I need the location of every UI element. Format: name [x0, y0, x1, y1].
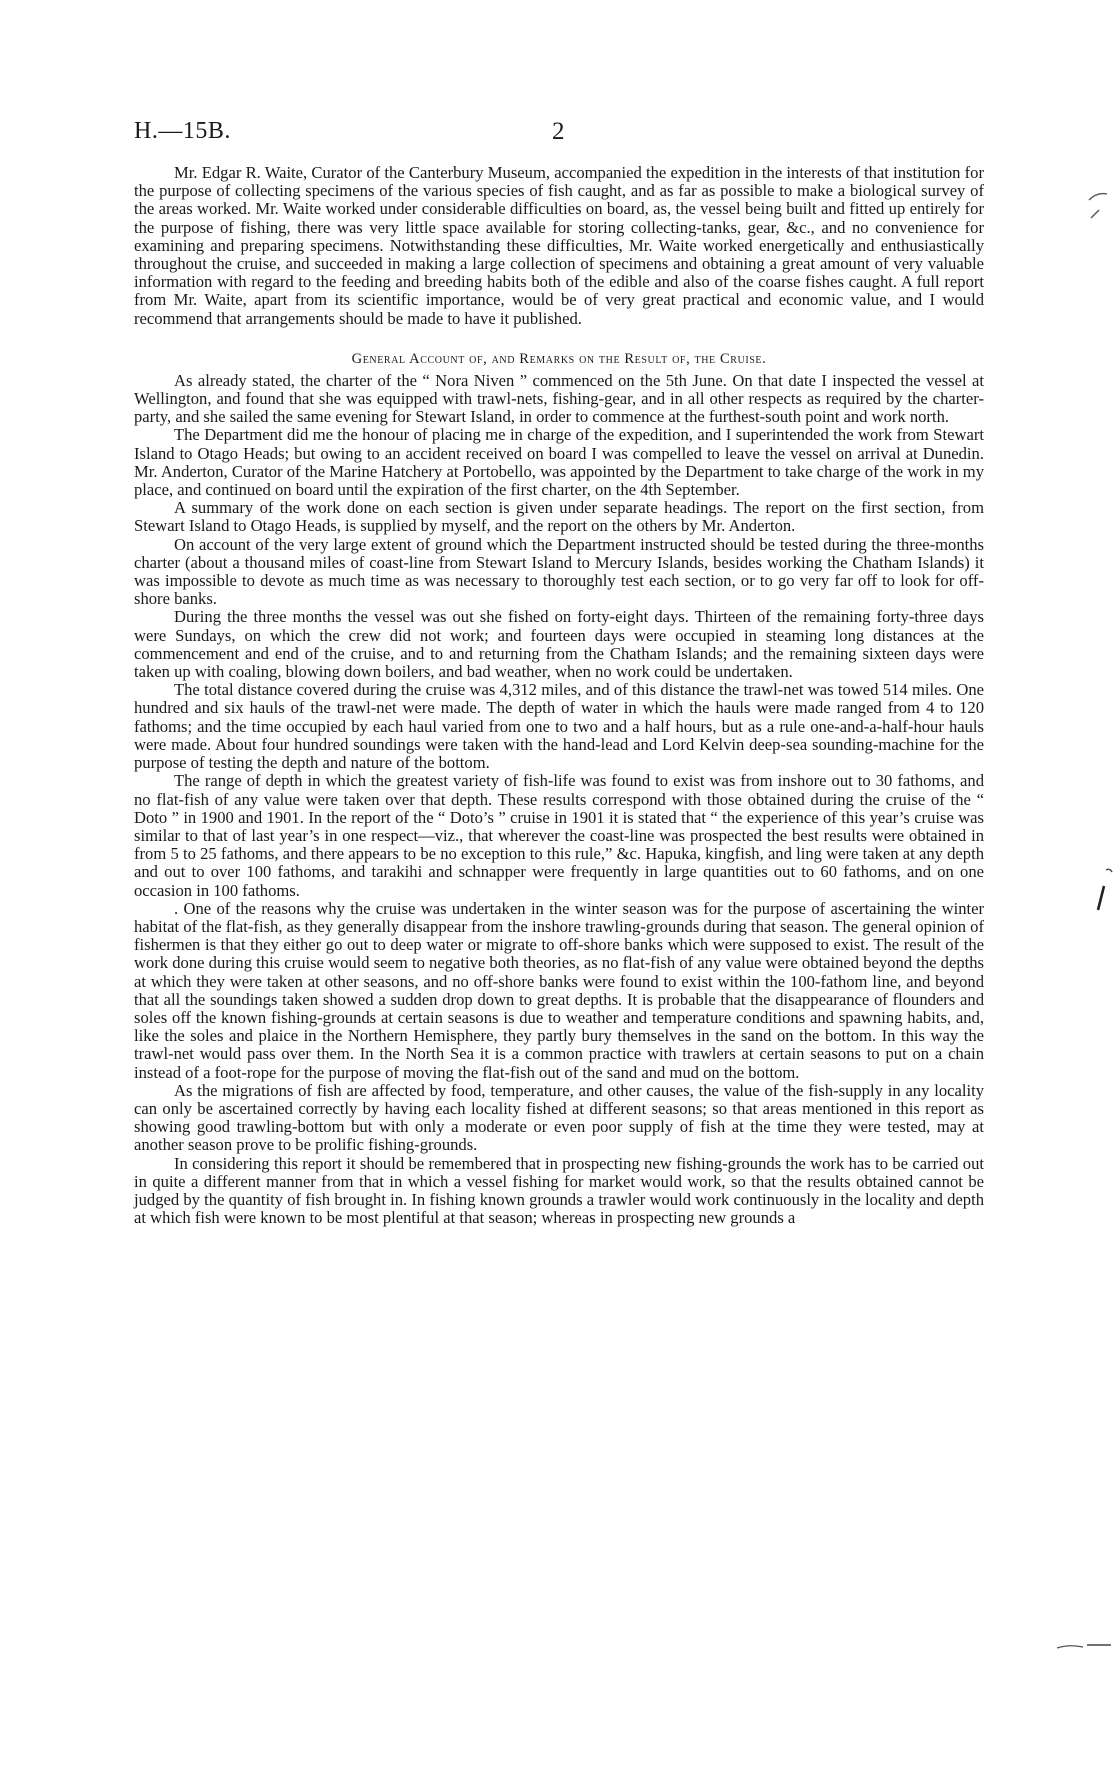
paragraph-waite: Mr. Edgar R. Waite, Curator of the Canterbury Museum, accompanied the expedition in the interests of that institution for the purpose of collecting specimens of the various species of fish caught, and as far as possible to make a biological survey of the areas worked. Mr. Waite worked under considerable difficulties on board, as, the vessel being built and fitted up entirely for the purpose of fishing, there was very little space available for storing collecting-tanks, gear, &c., and no convenience for examining and preparing specimens. Notwithstanding these difficulties, Mr. Waite worked energetically and enthusiastically throughout the cruise, and succeeded in making a large collection of specimens and obtaining a great amount of very valuable information with regard to the feeding and breeding habits both of the edible and also of the coarse fishes caught. A full report from Mr. Waite, apart from its scientific importance, would be of very great practical and economic value, and I would recommend that arrangements should be made to have it published. — [134, 163, 984, 328]
paragraph: The range of depth in which the greatest variety of fish-life was found to exist was from inshore out to 30 fathoms, and no flat-fish of any value were taken over that depth. These results correspond with those obtained during the cruise of the “ Doto ” in 1900 and 1901. In the report of the “ Doto’s ” cruise in 1901 it is stated that “ the experience of this year’s cruise was similar to that of last year’s in one respect—viz., that wherever the coast-line was prospected the best results were obtained in from 5 to 25 fathoms, and there appears to be no exception to this rule,” &c. Hapuka, kingfish, and ling were taken at any depth and out to over 100 fathoms, and tarakihi and schnapper were frequently in large quantities out to 60 fathoms, and on one occasion in 100 fathoms. — [134, 771, 984, 900]
margin-pen-mark — [1055, 1638, 1113, 1654]
document-id: H.—15B. — [134, 118, 231, 144]
paragraph: On account of the very large extent of ground which the Department instructed should be tested during the three-months charter (about a thousand miles of coast-line from Stewart Island to Mercury Islands, besides working the Chatham Islands) it was impossible to devote as much time as was necessary to thoroughly test each section, or to go very far off to look for off-shore banks. — [134, 534, 984, 609]
paragraph: In considering this report it should be remembered that in prospecting new fishing-grounds the work has to be carried out in quite a different manner from that in which a vessel fishing for market would work, so that the results obtained cannot be judged by the quantity of fish brought in. In fishing known grounds a trawler would work continuously in the locality and depth at which fish were known to be most plentiful at that season; whereas in prospecting new grounds a — [134, 1153, 984, 1228]
page-number: 2 — [552, 118, 565, 145]
paragraph: The Department did me the honour of placing me in charge of the expedition, and I superintended the work from Stewart Island to Otago Heads; but owing to an accident received on board I was compelled to leave the vessel on arrival at Dunedin. Mr. Anderton, Curator of the Marine Hatchery at Portobello, was appointed by the Department to take charge of the work in my place, and continued on board until the expiration of the first charter, on the 4th September. — [134, 425, 984, 500]
margin-pen-mark — [1092, 866, 1114, 916]
page-header — [134, 118, 984, 152]
document-body — [134, 164, 984, 1227]
paragraph: The total distance covered during the cruise was 4,312 miles, and of this distance the trawl-net was towed 514 miles. One hundred and six hauls of the trawl-net were made. The depth of water in which the hauls were made ranged from 4 to 120 fathoms; and the time occupied by each haul varied from one to two and a half hours, but as a rule one-and-a-half-hour hauls were made. About four hundred soundings were taken with the hand-lead and Lord Kelvin deep-sea sounding-machine for the purpose of testing the depth and nature of the bottom. — [134, 680, 984, 773]
paragraph: As the migrations of fish are affected by food, temperature, and other causes, the value of the fish-supply in any locality can only be ascertained correctly by having each locality fished at different seasons; so that areas mentioned in this report as showing good trawling-bottom but with only a moderate or even poor supply of fish at the time they were tested, may at another season prove to be prolific fishing-grounds. — [134, 1080, 984, 1155]
paragraph: As already stated, the charter of the “ Nora Niven ” commenced on the 5th June. On that date I inspected the vessel at Wellington, and found that she was equipped with trawl-nets, fishing-gear, and in all other respects as required by the charter-party, and she sailed the same evening for Stewart Island, in order to commence at the furthest-south point and work north. — [134, 370, 984, 427]
section-heading: General Account of, and Remarks on the Result of, the Cruise. — [351, 350, 767, 367]
margin-pen-mark — [1085, 188, 1111, 228]
paragraph: During the three months the vessel was out she fished on forty-eight days. Thirteen of the remaining forty-three days were Sundays, on which the crew did not work; and fourteen days were occupied in steaming long distances at the commencement and end of the cruise, and to and returning from the Chatham Islands; and the remaining sixteen days were taken up with coaling, blowing down boilers, and bad weather, when no work could be undertaken. — [134, 607, 984, 682]
paragraph: . One of the reasons why the cruise was undertaken in the winter season was for the purpose of ascertaining the winter habitat of the flat-fish, as they generally disappear from the inshore trawling-grounds during that season. The general opinion of fishermen is that they either go out to deep water or migrate to off-shore banks which were supposed to exist. The result of the work done during this cruise would seem to negative both theories, as no flat-fish of any value were obtained beyond the depths at which they were taken at other seasons, and no off-shore banks were found to exist within the 100-fathom line, and beyond that all the soundings taken showed a sudden drop down to great depths. It is probable that the disappearance of flounders and soles off the known fishing-grounds at certain seasons is due to weather and temperature conditions and spawning habits, and, like the soles and plaice in the Northern Hemisphere, they partly bury themselves in the sand on the bottom. In this way the trawl-net would pass over them. In the North Sea it is a common practice with trawlers at certain seasons to put on a chain instead of a foot-rope for the purpose of moving the flat-fish out of the sand and mud on the bottom. — [134, 898, 984, 1082]
paragraph: A summary of the work done on each section is given under separate headings. The report on the first section, from Stewart Island to Otago Heads, is supplied by myself, and the report on the others by Mr. Anderton. — [134, 498, 984, 536]
